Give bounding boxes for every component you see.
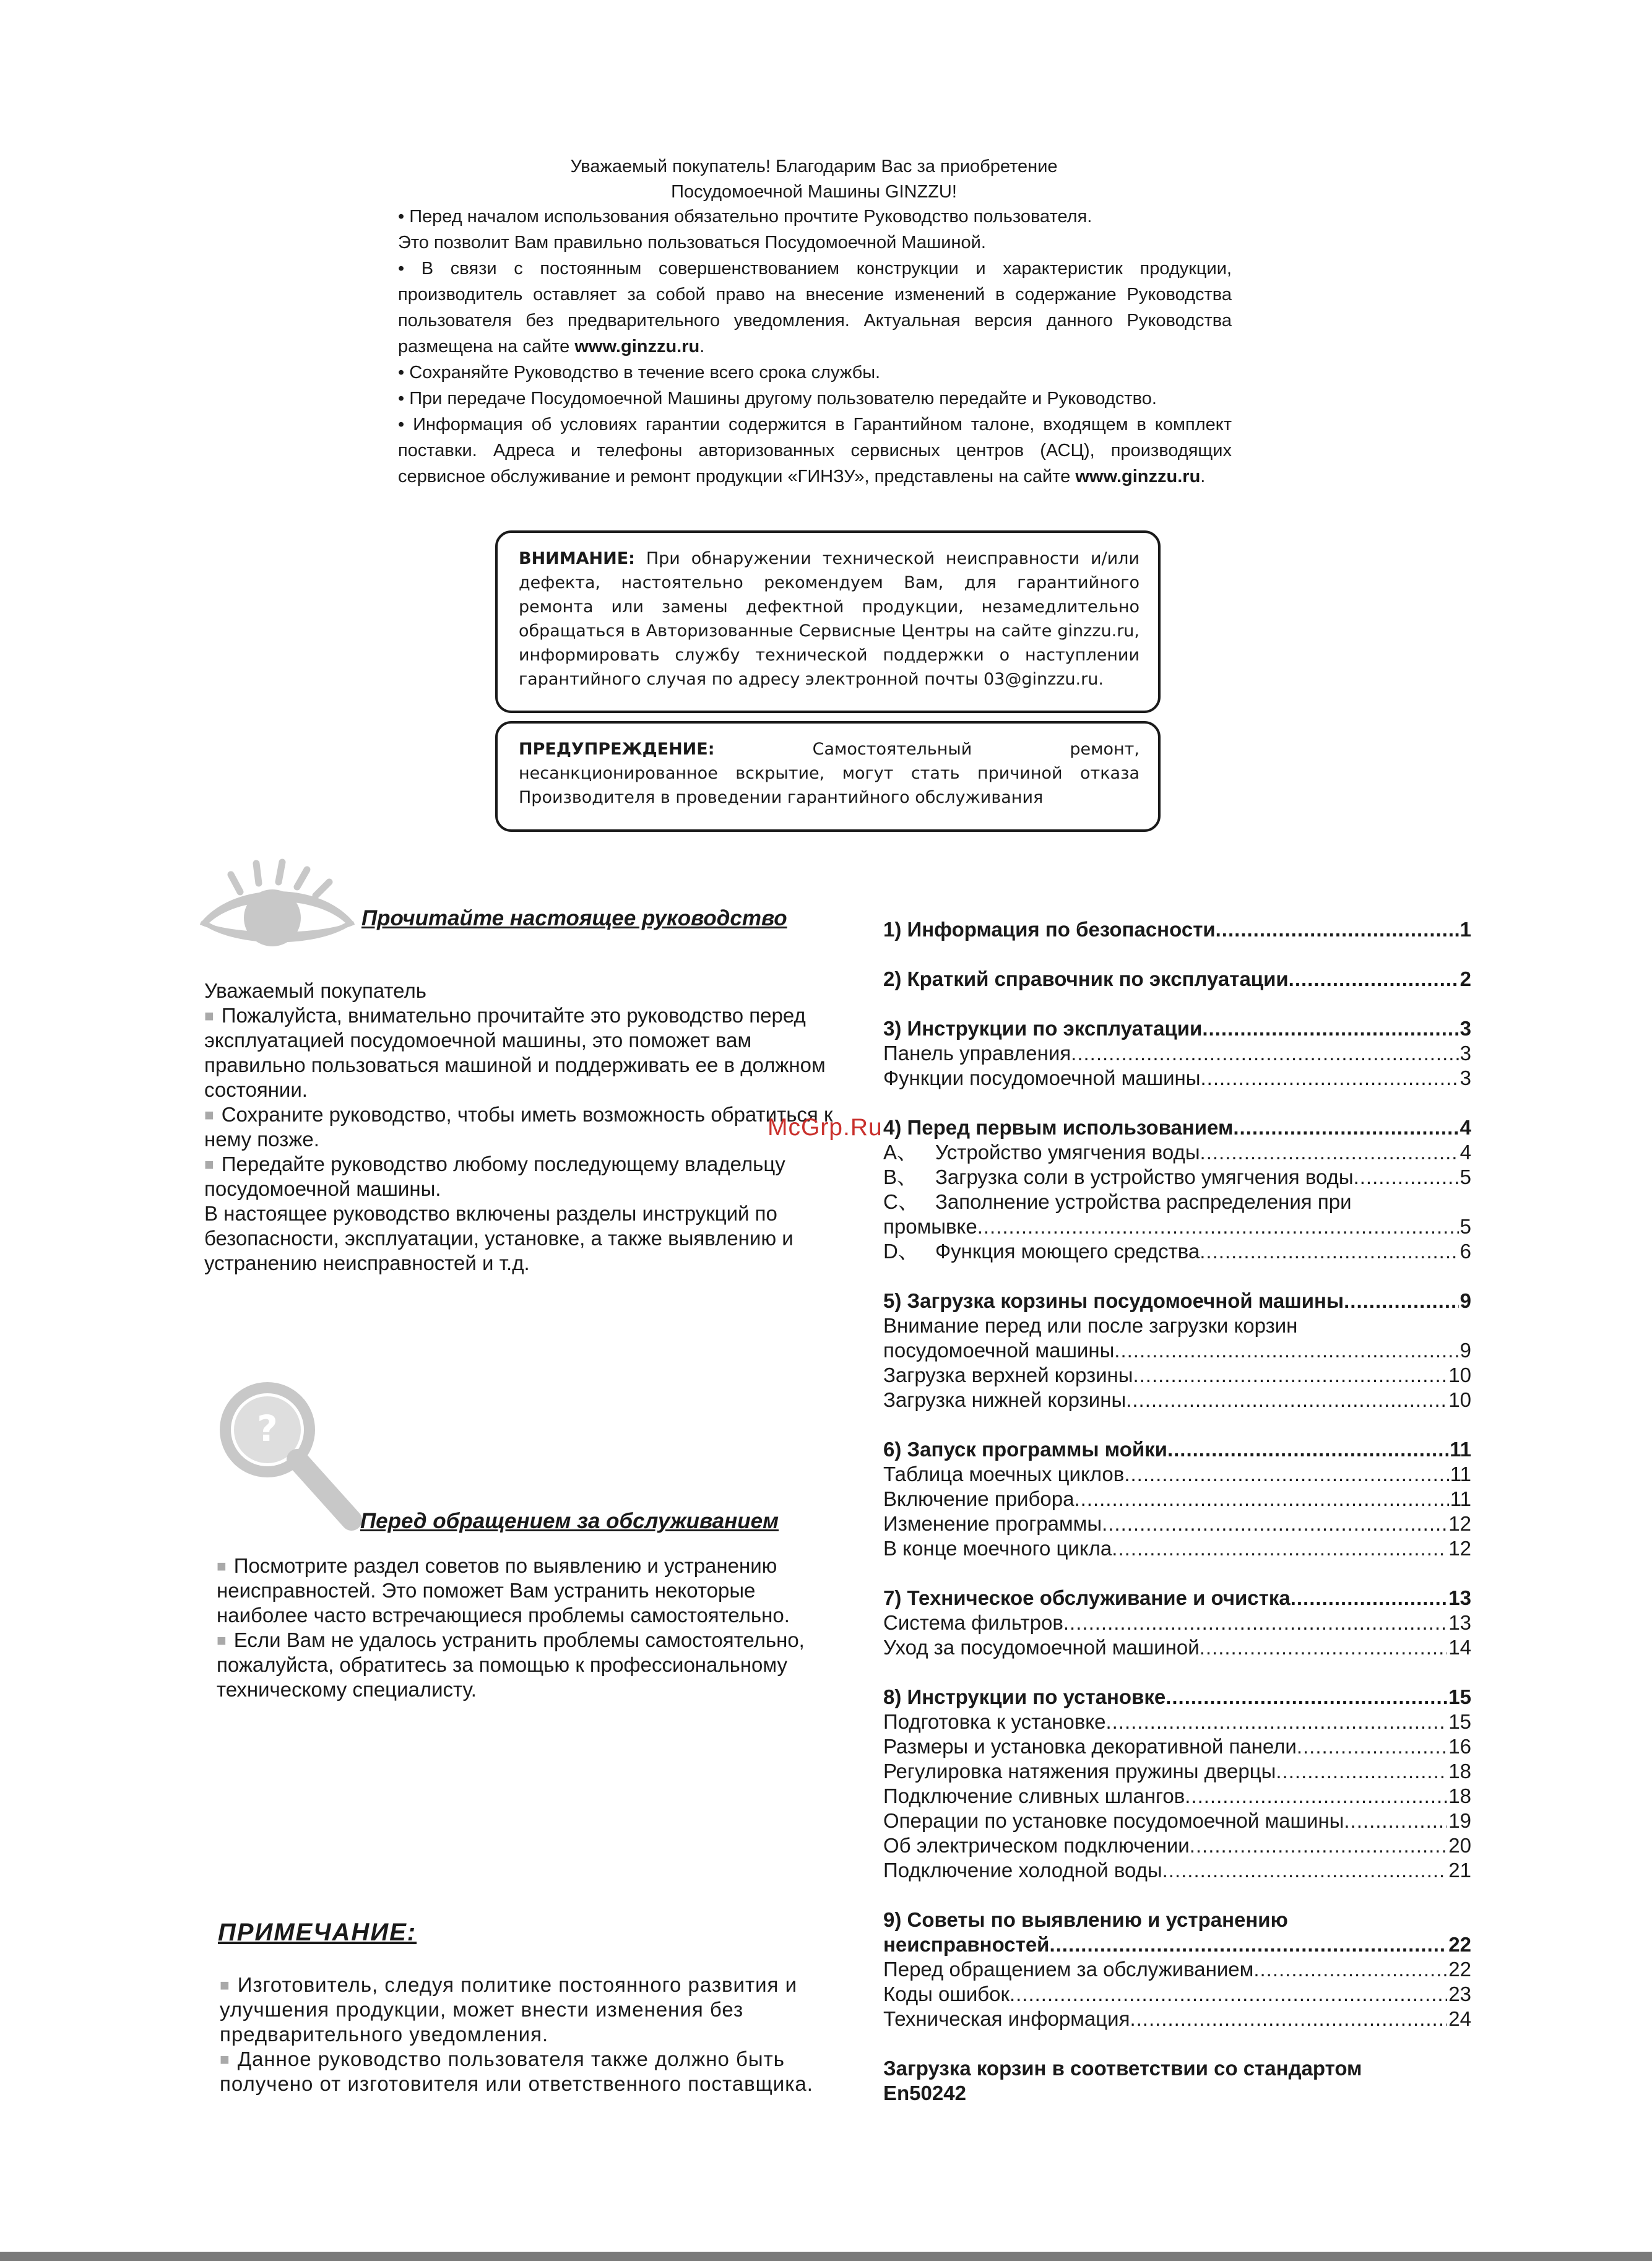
note-text (220, 1973, 851, 2096)
toc-leader (1114, 1338, 1458, 1363)
toc-leader (1200, 1239, 1458, 1264)
toc-page: 15 (1448, 1685, 1471, 1708)
toc-item[interactable] (883, 1710, 1471, 1734)
toc-standard-line1: Загрузка корзин в соответствии со стандартом (883, 2057, 1362, 2080)
toc-title: Включение прибора (883, 1487, 1075, 1510)
before-service-bullet-2-text: Если Вам не удалось устранить проблемы самостоятельно, пожалуйста, обратитесь за помощью к профессиональному техническому специалисту. (217, 1628, 805, 1701)
toc-title: неисправностей (883, 1933, 1050, 1956)
toc-title: Устройство умягчения воды (935, 1141, 1200, 1164)
bullet-icon: ■ (220, 2050, 230, 2069)
toc-title: Уход за посудомоечной машиной (883, 1636, 1200, 1659)
before-service-text (217, 1554, 848, 1702)
toc-title: Система фильтров (883, 1611, 1063, 1634)
toc-title: 8) Инструкции по установке (883, 1685, 1166, 1708)
toc-leader (1167, 1437, 1448, 1462)
toc-title: Загрузка нижней корзины (883, 1388, 1127, 1411)
toc-title: Функция моющего средства (935, 1240, 1200, 1263)
toc-leader (1102, 1511, 1447, 1536)
watermark: McGrp.Ru (768, 1114, 883, 1141)
before-service-heading: Перед обращением за обслуживанием (360, 1509, 779, 1533)
toc-letter: A、 (883, 1141, 918, 1164)
toc-leader (1074, 1487, 1448, 1511)
bullet-icon: ■ (217, 1631, 227, 1649)
toc-item[interactable] (883, 1363, 1471, 1388)
toc-item[interactable] (883, 1784, 1471, 1809)
table-of-contents (883, 917, 1471, 2106)
attention-box (495, 530, 1161, 713)
intro-p2-text: • В связи с постоянным совершенствованием конструкции и характеристик продукции, производитель оставляет за собой право на внесение изменений в содержание Руководства пользователя без предварительного уведомления. Актуальная версия данного Руководства размещена на сайте (398, 259, 1232, 357)
toc-title: Заполнение устройства распределения при (935, 1190, 1352, 1213)
read-manual-end: В настоящее руководство включены разделы инструкций по безопасности, эксплуатации, установке, а также выявлению и устранению неисправностей и т.д. (204, 1202, 794, 1274)
read-manual-bullet-2 (204, 1102, 836, 1152)
toc-page: 11 (1450, 1438, 1471, 1461)
toc-leader (1354, 1165, 1459, 1190)
toc-title: Операции по установке посудомоечной машины (883, 1809, 1344, 1832)
toc-page: 11 (1450, 1487, 1471, 1510)
toc-page: 5 (1460, 1165, 1471, 1188)
toc-title: Таблица моечных циклов (883, 1463, 1125, 1485)
toc-page: 16 (1448, 1735, 1471, 1758)
toc-page: 12 (1448, 1537, 1471, 1560)
toc-leader (1276, 1759, 1447, 1784)
toc-leader (1200, 1635, 1448, 1660)
toc-leader (1185, 1784, 1447, 1809)
toc-page: 22 (1448, 1958, 1471, 1981)
toc-page: 12 (1448, 1512, 1471, 1535)
toc-section-1[interactable] (883, 917, 1471, 942)
toc-item[interactable] (883, 1190, 1471, 1214)
toc-page: 2 (1460, 967, 1471, 990)
bullet-icon: ■ (220, 1976, 230, 1994)
toc-page: 3 (1460, 1042, 1471, 1065)
toc-title: 3) Инструкции по эксплуатации (883, 1017, 1203, 1040)
read-manual-bullet-3 (204, 1152, 836, 1201)
toc-title: Подготовка к установке (883, 1710, 1106, 1733)
toc-leader (1297, 1734, 1447, 1759)
toc-item[interactable] (883, 1759, 1471, 1784)
intro-p1-line2: Это позволит Вам правильно пользоваться Посудомоечной Машиной. (398, 233, 986, 253)
toc-title: Регулировка натяжения пружины дверцы (883, 1760, 1276, 1783)
before-service-bullet-2 (217, 1628, 848, 1702)
toc-page: 19 (1448, 1809, 1471, 1832)
toc-title: 1) Информация по безопасности (883, 918, 1216, 941)
attention-text: При обнаружении технической неисправности и/или дефекта, настоятельно рекомендуем Вам, для гарантийного ремонта или замены дефектной продукции, незамедлительно обращаться в Авторизованные Сервисные Центры на сайте ginzzu.ru, информировать службу технической поддержки о наступлении гарантийного случая по адресу электронной почты 03@ginzzu.ru. (519, 549, 1140, 689)
bullet-icon: ■ (204, 1155, 214, 1174)
before-service-bullet-1 (217, 1554, 848, 1628)
toc-title: 4) Перед первым использованием (883, 1116, 1234, 1139)
toc-title: Загрузка верхней корзины (883, 1364, 1133, 1386)
toc-leader (1344, 1809, 1447, 1833)
toc-item[interactable] (883, 2007, 1471, 2031)
toc-section-9[interactable]: 9) Советы по выявлению и устранению (883, 1908, 1288, 1931)
toc-page: 3 (1460, 1066, 1471, 1089)
toc-letter: D、 (883, 1240, 919, 1263)
note-bullet-1 (220, 1973, 851, 2047)
toc-leader (1162, 1858, 1448, 1883)
before-service-bullet-1-text: Посмотрите раздел советов по выявлению и устранению неисправностей. Это поможет Вам устранить некоторые наиболее часто встречающиеся проблемы самостоятельно. (217, 1554, 790, 1627)
read-manual-bullet-3-text: Передайте руководство любому последующему владельцу посудомоечной машины. (204, 1152, 785, 1200)
toc-item[interactable] (883, 1734, 1471, 1759)
toc-letter: B、 (883, 1165, 918, 1188)
toc-leader (1233, 1115, 1458, 1140)
toc-page: 3 (1460, 1017, 1471, 1040)
toc-page: 9 (1460, 1339, 1471, 1362)
toc-standard-note (883, 2056, 1471, 2106)
intro-p5 (398, 412, 1232, 490)
toc-title: Размеры и установка декоративной панели (883, 1735, 1297, 1758)
toc-title: В конце моечного цикла (883, 1537, 1112, 1560)
bullet-icon: ■ (204, 1006, 214, 1025)
read-manual-text (204, 979, 836, 1276)
page-bottom-bar (0, 2252, 1652, 2261)
toc-item[interactable] (883, 1041, 1471, 1066)
toc-title: Коды ошибок (883, 1982, 1010, 2005)
warning-label: ПРЕДУПРЕЖДЕНИЕ: (519, 740, 715, 759)
toc-item[interactable] (883, 1487, 1471, 1511)
bullet-icon: ■ (204, 1105, 214, 1124)
toc-page: 4 (1460, 1141, 1471, 1164)
toc-leader (1216, 917, 1453, 942)
toc-leader (1124, 1462, 1448, 1487)
toc-title: посудомоечной машины (883, 1339, 1115, 1362)
toc-leader (1165, 1685, 1447, 1710)
toc-page: 20 (1448, 1834, 1471, 1857)
intro-block (398, 204, 1232, 490)
toc-item[interactable] (883, 1982, 1471, 2007)
toc-section-4[interactable] (883, 1115, 1471, 1140)
toc-item[interactable] (883, 1957, 1471, 1982)
read-manual-bullet-2-text: Сохраните руководство, чтобы иметь возможность обратиться к нему позже. (204, 1103, 833, 1151)
toc-item[interactable] (883, 1809, 1471, 1833)
intro-p2-end: . (699, 337, 705, 357)
toc-leader (1063, 1610, 1447, 1635)
toc-page: 18 (1448, 1784, 1471, 1807)
bullet-icon: ■ (217, 1557, 227, 1575)
toc-page: 18 (1448, 1760, 1471, 1783)
intro-p5-link[interactable]: www.ginzzu.ru (1075, 467, 1201, 486)
read-manual-bullet-1-text: Пожалуйста, внимательно прочитайте это руководство перед эксплуатацией посудомоечной машины, это поможет вам правильно пользоваться машиной и поддерживать ее в должном состоянии. (204, 1004, 826, 1101)
toc-item[interactable] (883, 1833, 1471, 1858)
toc-page: 10 (1448, 1388, 1471, 1411)
toc-page: .1 (1454, 918, 1471, 941)
toc-leader (1291, 1586, 1448, 1610)
intro-p5-end: . (1200, 467, 1206, 486)
toc-leader (1289, 967, 1459, 992)
intro-p2-link[interactable]: www.ginzzu.ru (574, 337, 700, 357)
toc-page: 22 (1448, 1933, 1471, 1956)
toc-leader (1202, 1016, 1458, 1041)
toc-title: 6) Запуск программы мойки (883, 1438, 1167, 1461)
toc-page: 13 (1448, 1611, 1471, 1634)
intro-p1-line1: • Перед началом использования обязательно прочтите Руководство пользователя. (398, 207, 1092, 227)
toc-item[interactable] (883, 1388, 1471, 1412)
toc-item[interactable] (883, 1635, 1471, 1660)
toc-leader (1105, 1710, 1447, 1734)
toc-item[interactable] (883, 1462, 1471, 1487)
toc-leader (1010, 1982, 1447, 2007)
toc-title: Подключение сливных шлангов (883, 1784, 1185, 1807)
toc-leader (1200, 1066, 1458, 1091)
read-manual-line1: Уважаемый покупатель (204, 979, 426, 1002)
toc-title: Перед обращением за обслуживанием (883, 1958, 1254, 1981)
toc-item-continued[interactable] (883, 1214, 1471, 1239)
toc-page: 5 (1460, 1215, 1471, 1238)
toc-item[interactable] (883, 1165, 1471, 1190)
toc-item[interactable] (883, 1610, 1471, 1635)
toc-item[interactable]: Внимание перед или после загрузки корзин (883, 1314, 1298, 1337)
toc-title: Изменение программы (883, 1512, 1102, 1535)
toc-leader (1200, 1140, 1459, 1165)
toc-item[interactable] (883, 1239, 1471, 1264)
toc-title: Панель управления (883, 1042, 1071, 1065)
warning-text: Самостоятельный ремонт, несанкционированное вскрытие, могут стать причиной отказа Производителя в проведении гарантийного обслуживания (519, 740, 1140, 807)
toc-title: 5) Загрузка корзины посудомоечной машины (883, 1289, 1344, 1312)
toc-leader (1071, 1041, 1458, 1066)
read-manual-bullet-1 (204, 1003, 836, 1102)
toc-leader (1253, 1957, 1447, 1982)
toc-leader (1190, 1833, 1448, 1858)
toc-leader (1049, 1932, 1447, 1957)
toc-section-7[interactable] (883, 1586, 1471, 1610)
toc-letter: C、 (883, 1190, 919, 1213)
toc-page: 4 (1460, 1116, 1471, 1139)
intro-p3: • Сохраняйте Руководство в течение всего срока службы. (398, 363, 881, 383)
note-bullet-1-text: Изготовитель, следуя политике постоянного развития и улучшения продукции, может внести изменения без предварительного уведомления. (220, 1973, 797, 2046)
toc-item[interactable] (883, 1140, 1471, 1165)
magnifier-question-icon (217, 1379, 365, 1537)
toc-leader (1112, 1536, 1447, 1561)
note-bullet-2 (220, 2047, 851, 2096)
toc-page: 6 (1460, 1240, 1471, 1263)
toc-title: Подключение холодной воды (883, 1859, 1162, 1882)
toc-leader (1126, 1388, 1447, 1412)
magnifier-symbol: ? (257, 1407, 278, 1450)
toc-standard-line2: En50242 (883, 2082, 966, 2104)
note-heading: ПРИМЕЧАНИЕ: (218, 1919, 417, 1946)
attention-label: ВНИМАНИЕ: (519, 549, 635, 568)
toc-page: 11 (1450, 1463, 1471, 1485)
toc-page: 10 (1448, 1364, 1471, 1386)
toc-leader (1130, 2007, 1447, 2031)
read-manual-heading: Прочитайте настоящее руководство (361, 906, 787, 930)
toc-section-2[interactable] (883, 967, 1471, 992)
toc-title: промывке (883, 1215, 977, 1238)
toc-section-8[interactable] (883, 1685, 1471, 1710)
toc-item[interactable] (883, 1511, 1471, 1536)
intro-p4: • При передаче Посудомоечной Машины другому пользователю передайте и Руководство. (398, 389, 1157, 409)
toc-item[interactable] (883, 1536, 1471, 1561)
toc-leader (1133, 1363, 1447, 1388)
toc-page: 13 (1448, 1586, 1471, 1609)
intro-p5-text: • Информация об условиях гарантии содержится в Гарантийном талоне, входящем в комплект поставки. Адреса и телефоны авторизованных сервисных центров (АСЦ), производящих сервисное обслуживание и ремонт продукции «ГИНЗУ», представлены на сайте (398, 415, 1232, 486)
toc-leader (1344, 1289, 1459, 1313)
eye-icon (197, 856, 357, 955)
toc-item-continued[interactable] (883, 1338, 1471, 1363)
toc-title: Функции посудомоечной машины (883, 1066, 1201, 1089)
toc-title: Загрузка соли в устройство умягчения воды (935, 1165, 1354, 1188)
toc-section-9-continued[interactable] (883, 1932, 1471, 1957)
warning-box (495, 721, 1161, 832)
toc-title: 2) Краткий справочник по эксплуатации (883, 967, 1289, 990)
toc-item[interactable] (883, 1066, 1471, 1091)
toc-section-3[interactable] (883, 1016, 1471, 1041)
greeting-line-1: Уважаемый покупатель! Благодарим Вас за приобретение (570, 157, 1058, 176)
toc-page: 9 (1460, 1289, 1471, 1312)
toc-leader (977, 1214, 1459, 1239)
toc-page: 23 (1448, 1982, 1471, 2005)
note-bullet-2-text: Данное руководство пользователя также должно быть получено от изготовителя или ответственного поставщика. (220, 2047, 813, 2095)
greeting-line-2: Посудомоечной Машины GINZZU! (671, 182, 957, 202)
toc-page: 15 (1448, 1710, 1471, 1733)
toc-title: Об электрическом подключении (883, 1834, 1190, 1857)
toc-section-5[interactable] (883, 1289, 1471, 1313)
toc-title: 7) Техническое обслуживание и очистка (883, 1586, 1291, 1609)
toc-item[interactable] (883, 1858, 1471, 1883)
toc-title: Техническая информация (883, 2007, 1130, 2030)
intro-p2 (398, 256, 1232, 360)
toc-page: 21 (1448, 1859, 1471, 1882)
toc-page: 14 (1448, 1636, 1471, 1659)
toc-section-6[interactable] (883, 1437, 1471, 1462)
toc-page: 24 (1448, 2007, 1471, 2030)
